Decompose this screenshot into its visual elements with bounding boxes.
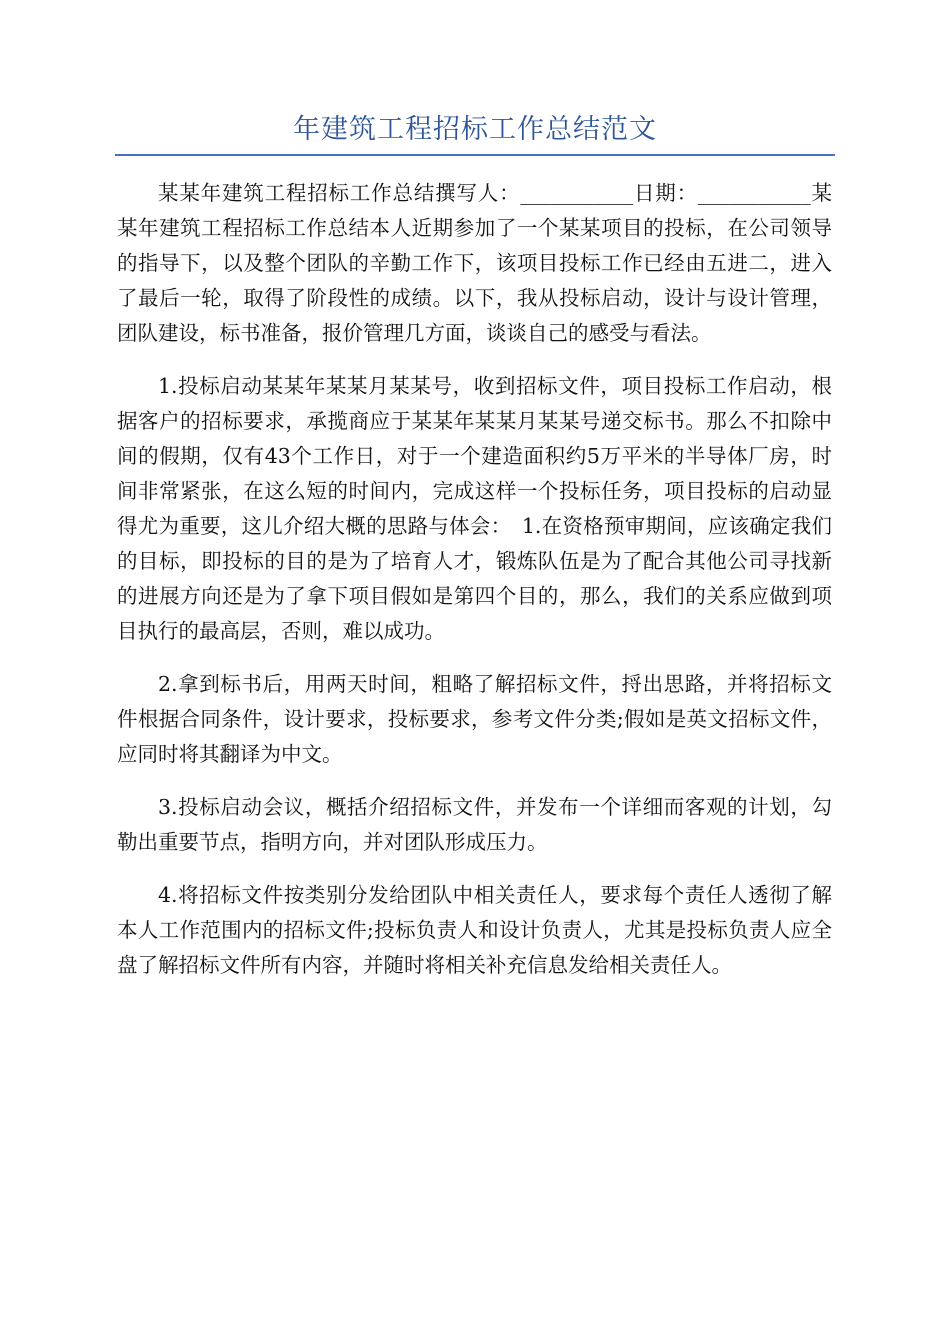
document-title: 年建筑工程招标工作总结范文 — [293, 114, 657, 145]
paragraph-intro: 某某年建筑工程招标工作总结撰写人：___________日期：___________某某年建筑工程招标工作总结本人近期参加了一个某某项目的投标，在公司领导的指导下，以及整个团队的辛勤工作下，该项目投标工作已经由五进二，进入了最后一轮，取得了阶段性的成绩。以下，我从投标启动，设计与设计管理，团队建设，标书准备，报价管理几方面，谈谈自己的感受与看法。 — [117, 181, 832, 345]
paragraph-section-2: 2.拿到标书后，用两天时间，粗略了解招标文件，捋出思路，并将招标文件根据合同条件，设计要求，投标要求，参考文件分类;假如是英文招标文件，应同时将其翻译为中文。 — [117, 672, 832, 766]
paragraph-section-1: 1.投标启动某某年某某月某某号，收到招标文件，项目投标工作启动，根据客户的招标要求，承揽商应于某某年某某月某某号递交标书。那么不扣除中间的假期，仅有43个工作日，对于一个建造面积约5万平米的半导体厂房，时间非常紧张，在这么短的时间内，完成这样一个投标任务，项目投标的启动显得尤为重要，这儿介绍大概的思路与体会： 1.在资格预审期间，应该确定我们的目标，即投标的目的是为了培育人才，锻炼队伍是为了配合其他公司寻找新的进展方向还是为了拿下项目假如是第四个目的，那么，我们的关系应做到项目执行的最高层，否则，难以成功。 — [117, 374, 832, 643]
paragraph-section-3: 3.投标启动会议，概括介绍招标文件，并发布一个详细而客观的计划，勾勒出重要节点，指明方向，并对团队形成压力。 — [117, 795, 832, 854]
document-body — [117, 176, 832, 1001]
title-underline — [115, 154, 835, 156]
paragraph-section-4: 4.将招标文件按类别分发给团队中相关责任人，要求每个责任人透彻了解本人工作范围内的招标文件;投标负责人和设计负责人，尤其是投标负责人应全盘了解招标文件所有内容，并随时将相关补充信息发给相关责任人。 — [117, 883, 832, 977]
